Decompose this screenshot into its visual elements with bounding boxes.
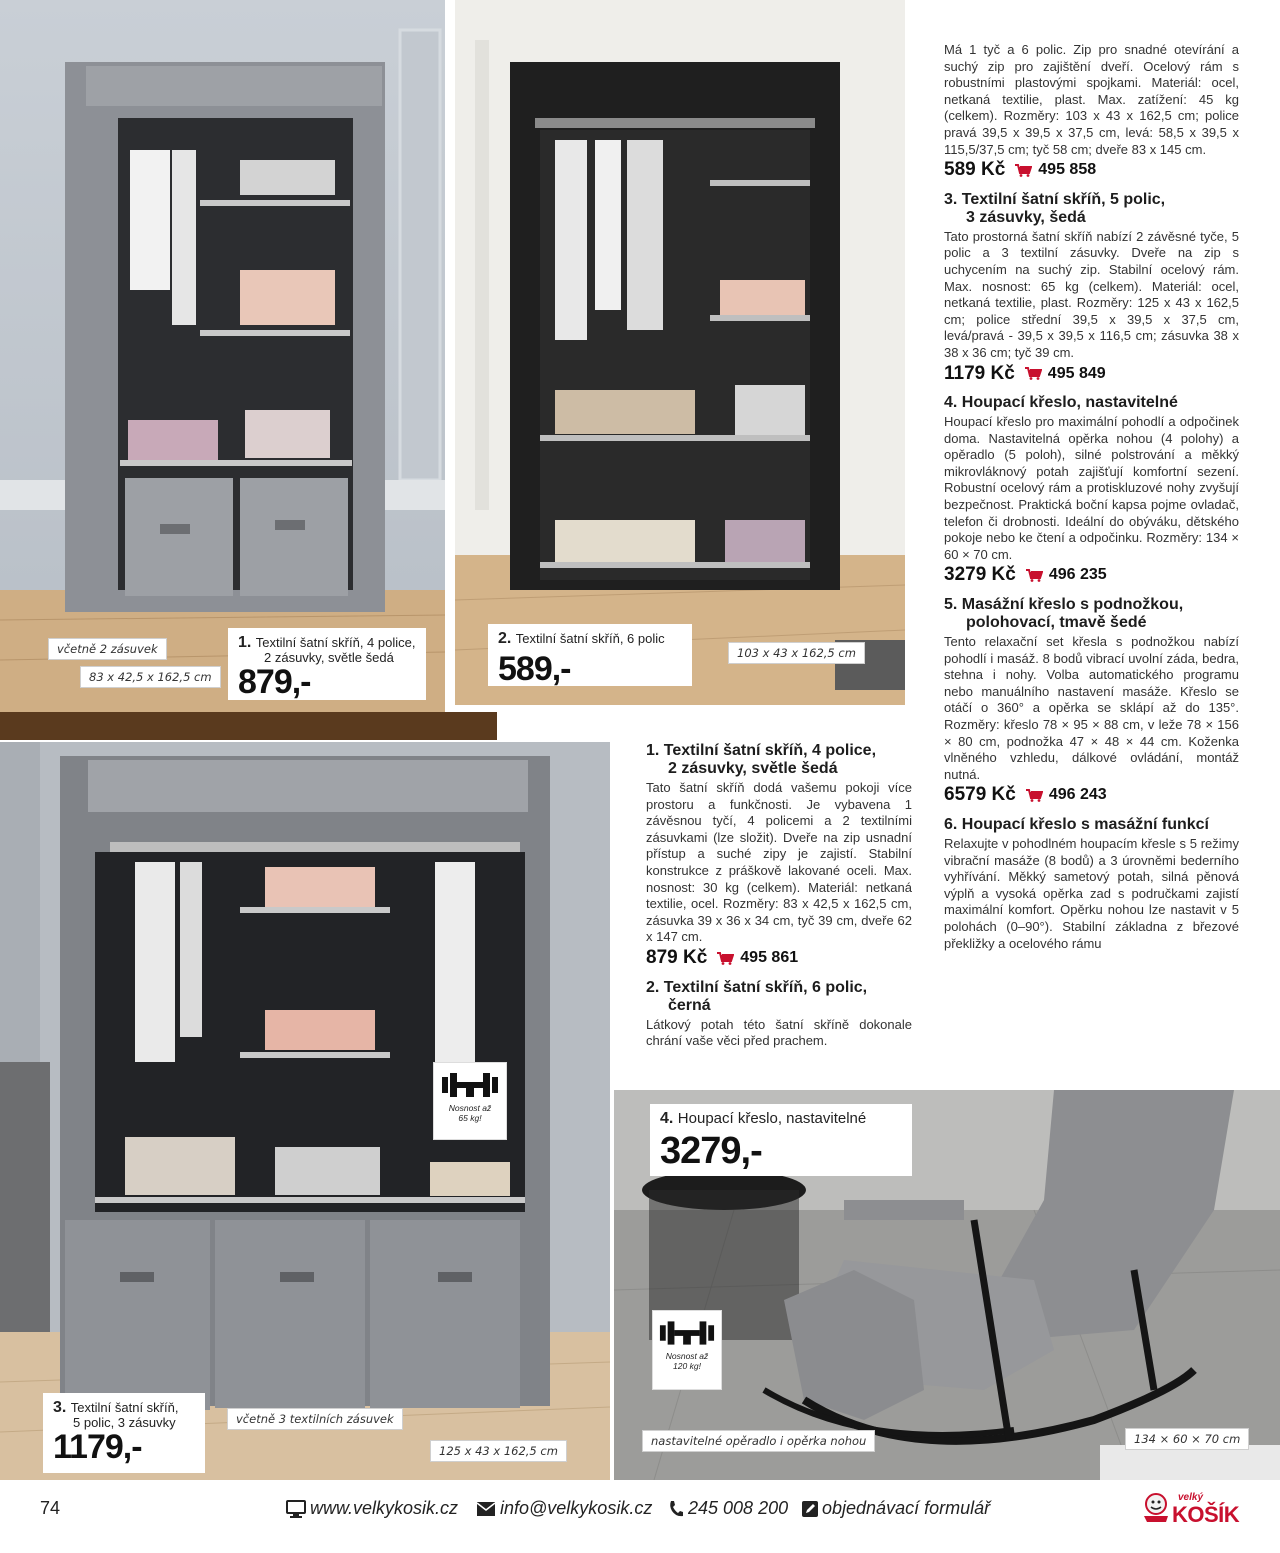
product-title-2: 2. Textilní šatní skříň, 6 polic, černá	[646, 978, 868, 1014]
order-code	[1026, 787, 1107, 804]
cart-icon	[1026, 789, 1043, 802]
photo-wardrobe-grey-4-shelves	[0, 0, 445, 712]
order-code-value: 496 243	[1048, 786, 1107, 804]
tag-dimensions-3: 125 x 43 x 162,5 cm	[430, 1440, 567, 1462]
price: 6579 Kč	[944, 784, 1016, 806]
cart-icon	[717, 952, 734, 965]
tag-includes-2-drawers: včetně 2 zásuvek	[48, 638, 167, 660]
monitor-icon	[286, 1500, 306, 1518]
price-box-amount: 3279,-	[660, 1130, 762, 1172]
price-row-3	[944, 362, 1239, 384]
cart-icon	[1025, 367, 1042, 380]
price-row-1	[646, 946, 912, 968]
envelope-icon	[476, 1501, 496, 1517]
dumbbell-icon	[658, 1317, 716, 1349]
order-code	[1015, 162, 1096, 179]
price: 3279 Kč	[944, 564, 1016, 586]
product-description-4: Houpací křeslo pro maximální pohodlí a odpočinek doma. Nastavitelná opěrka nohou (4 polohy) a opěradlo (5 poloh), silné polstrování a měkký mikrovláknový potah zajišťují komfortní sezení. Robustní ocelový rám a protiskluzové nohy zvyšují bezpečnost. Praktická boční kapsa pojme ovladač, telefon či drobnosti. Ideální do obýváku, dětského pokoje nebo ke čtení a odpočinku. Rozměry: 134 × 60 × 70 cm.	[944, 414, 1239, 562]
price: 589 Kč	[944, 159, 1006, 181]
footer-order-form[interactable]	[802, 1498, 990, 1519]
cart-icon	[1026, 569, 1043, 582]
price-box-label: Textilní šatní skříň, 6 polic	[515, 631, 665, 646]
email-link[interactable]: info@velkykosik.cz	[500, 1498, 653, 1518]
badge-text: Nosnost až 120 kg!	[665, 1351, 709, 1371]
order-code-value: 496 235	[1048, 566, 1107, 584]
price-box-label: Textilní šatní skříň, 4 police,	[255, 635, 416, 650]
product-title-4: 4. Houpací křeslo, nastavitelné	[944, 394, 1178, 412]
product-title-5: 5. Masážní křeslo s podnožkou, polohovací, tmavě šedé	[944, 596, 1184, 632]
photo-wardrobe-grey-5-shelves	[0, 742, 610, 1480]
dumbbell-icon	[440, 1069, 500, 1101]
tag-dimensions-1: 83 x 42,5 x 162,5 cm	[80, 666, 221, 688]
load-capacity-badge-65kg	[433, 1062, 507, 1140]
price-box-label-2: 5 polic, 3 zásuvky	[73, 1415, 176, 1430]
price-box-number: 2.	[498, 630, 512, 647]
cart-mascot-icon	[1142, 1492, 1172, 1526]
order-code-value: 495 858	[1038, 161, 1097, 179]
tag-dimensions-2: 103 x 43 x 162,5 cm	[728, 642, 865, 664]
order-code-value: 495 861	[740, 948, 799, 966]
product-description-5: Tento relaxační set křesla s podnožkou nabízí pohodlí i masáž. 8 bodů vibrací uvolní záda, bedra, stehna i nohy. Volba automatického programu nebo manuálního nastavení masáže. Křeslo se otáčí o 360° a opěrka se sklápí až do 135°. Rozměry: křeslo 78 × 95 × 88 cm, v leže 78 × 156 × 80 cm, podnožka 47 × 48 × 44 cm. Koženka vlněného vzhledu, dálkové ovládání, montáž nutná.	[944, 634, 1239, 782]
price-row	[944, 159, 1239, 181]
price-box-amount: 589,-	[498, 650, 571, 688]
order-code	[1025, 366, 1106, 383]
product-description-2: Látkový potah této šatní skříně dokonale chrání vaše věci před prachem.	[646, 1016, 912, 1049]
phone-icon	[668, 1500, 684, 1518]
footer-phone[interactable]	[668, 1498, 788, 1519]
brand-logo[interactable]	[1140, 1490, 1240, 1530]
price-box-2	[488, 624, 692, 686]
price-row-5	[944, 784, 1239, 806]
cart-icon	[1015, 164, 1032, 177]
price-box-label-2: 2 zásuvky, světle šedá	[264, 650, 394, 665]
page-number: 74	[40, 1498, 61, 1518]
product-column-right	[944, 42, 1239, 952]
price: 879 Kč	[646, 946, 708, 968]
photo-wardrobe-black-6-shelves	[455, 0, 905, 705]
product-title-1: 1. Textilní šatní skříň, 4 police, 2 zásuvky, světle šedá	[646, 742, 877, 777]
price-box-amount: 1179,-	[53, 1428, 142, 1466]
badge-text: Nosnost až 65 kg!	[448, 1103, 492, 1123]
website-link[interactable]: www.velkykosik.cz	[310, 1498, 459, 1518]
product-title-3: 3. Textilní šatní skříň, 5 polic, 3 zásuvky, šedá	[944, 190, 1166, 226]
product-description-6: Relaxujte v pohodlném houpacím křesle s 5 režimy vibrační masáže (8 bodů) a 3 úrovněmi bederního vyhřívání. Měkký sametový potah, silná pěnová výplň a vysoká opěrka zad s područkami zajistí maximální komfort. Opěrku nohou lze nastavit v 5 polohách (0–90°). Stabilní základna z březové překližky a ocelového rámu	[944, 835, 1239, 951]
order-code	[1026, 567, 1107, 584]
price-box-label: Textilní šatní skříň,	[70, 1400, 179, 1415]
phone-number[interactable]: 245 008 200	[688, 1498, 789, 1518]
decorative-strip	[0, 712, 497, 740]
price-box-label: Houpací křeslo, nastavitelné	[677, 1110, 867, 1127]
pencil-icon	[802, 1501, 818, 1517]
product-description-1: Tato šatní skříň dodá vašemu pokoji více prostoru a funkčnosti. Je vybavena 1 závěsnou tyčí, 4 policemi a 2 textilními zásuvkami (lze složit). Dveře na zip usnadní přístup a suché zipy je zajistí. Stabilní konstrukce z práškově lakované oceli. Max. nosnost: 30 kg (celkem). Materiál: netkaná textilie, ocel. Rozměry: 83 x 42,5 x 162,5 cm, zásuvka 39 x 36 x 34 cm, tyč 39 cm, dveře 62 x 147 cm.	[646, 780, 912, 945]
logo-small-text: velký	[1178, 1492, 1204, 1503]
tag-adjustable-backrest: nastavitelné opěradlo i opěrka nohou	[642, 1430, 875, 1452]
price-box-number: 3.	[53, 1399, 67, 1416]
order-code-value: 495 849	[1047, 364, 1106, 382]
price-row-4	[944, 564, 1239, 586]
intro-text: Má 1 tyč a 6 polic. Zip pro snadné otevírání a suchý zip pro zajištění dveří. Ocelový rám s robustními plastovými spojkami. Materiál: ocel, netkaná textilie, plast. Max. zatížení: 45 kg (celkem). Rozměry: 103 x 43 x 162,5 cm; police pravá 39,5 x 39,5 x 37,5 cm, levá: 58,5 x 39,5 x 115,5/37,5 cm; tyč 58 cm; dveře 83 x 145 cm.	[944, 42, 1239, 157]
product-title-6: 6. Houpací křeslo s masážní funkcí	[944, 815, 1209, 833]
price-box-1	[228, 628, 426, 700]
footer-website[interactable]	[286, 1498, 458, 1519]
product-description-3: Tato prostorná šatní skříň nabízí 2 závěsné tyče, 5 polic a 3 textilní zásuvky. Dveře na zip s uchycením na suchý zip. Stabilní ocelový rám. Max. nosnost: 65 kg (celkem). Materiál: ocel, netkaná textilie, plast. Rozměry: 125 x 43 x 162,5 cm; police střední 39,5 x 39,5 x 37,5 cm, levá/pravá - 39,5 x 39,5 x 116,5 cm; zásuvka 38 x 38 x 36 cm; tyč 39 cm.	[944, 228, 1239, 360]
logo-big-text: KOŠÍK	[1172, 1502, 1240, 1527]
footer-email[interactable]	[476, 1498, 652, 1519]
order-code	[717, 950, 798, 967]
price-box-3	[43, 1393, 205, 1473]
price-box-number: 1.	[238, 634, 252, 651]
price: 1179 Kč	[944, 362, 1015, 384]
price-box-number: 4.	[660, 1110, 674, 1127]
tag-dimensions-4: 134 × 60 × 70 cm	[1125, 1428, 1249, 1450]
price-box-4	[650, 1104, 912, 1176]
product-column-middle	[646, 730, 912, 1050]
load-capacity-badge-120kg	[652, 1310, 722, 1390]
footer	[0, 1480, 1280, 1540]
order-form-link[interactable]: objednávací formulář	[822, 1498, 991, 1518]
tag-includes-3-drawers: včetně 3 textilních zásuvek	[227, 1408, 403, 1430]
price-box-amount: 879,-	[238, 663, 311, 701]
